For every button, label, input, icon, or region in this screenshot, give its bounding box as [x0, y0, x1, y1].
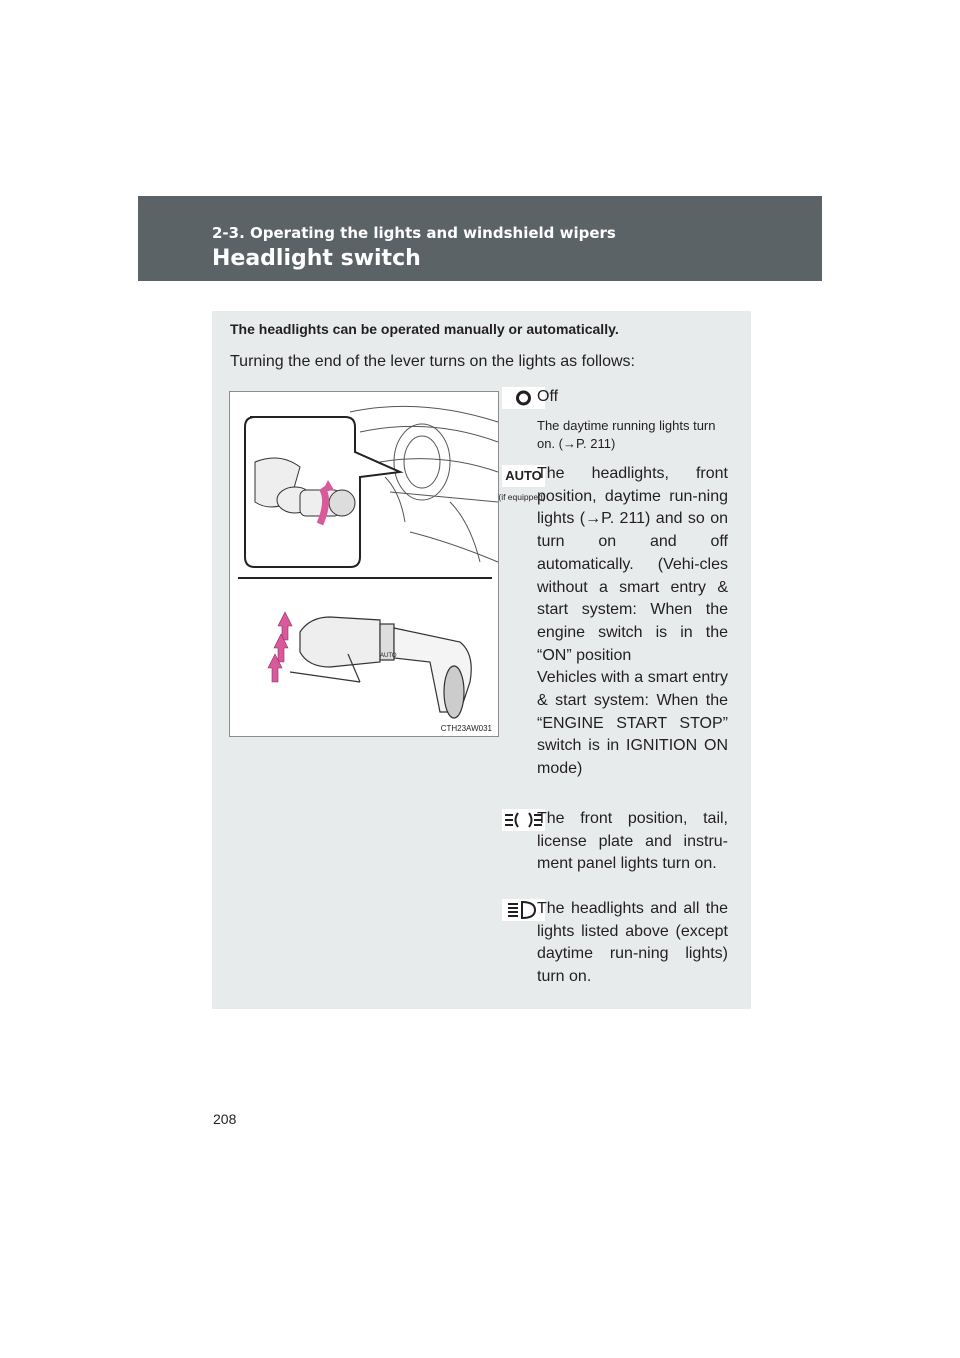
if-equipped-note: (if equipped)	[498, 492, 546, 502]
headlights-description: The headlights and all the lights listed above (except daytime run-ning lights) turn on.	[537, 900, 728, 986]
section-label: 2-3. Operating the lights and windshield wipers	[212, 224, 616, 242]
position-lights-description: The front position, tail, license plate and instru-ment panel lights turn on.	[537, 810, 728, 873]
off-title: Off	[537, 388, 559, 405]
lead-text: Turning the end of the lever turns on the lights as follows:	[230, 353, 635, 370]
auto-description-part-1: The headlights, front position, daytime run-ning lights (→P. 211) and so on turn on and off automatically. (Vehi-cles without a smart entry & start system: When the engine switch is in the “ON” position	[537, 465, 728, 664]
auto-label-icon: AUTO	[502, 465, 545, 487]
figure-code: CTH23AW031	[440, 724, 492, 733]
page-title: Headlight switch	[212, 246, 421, 271]
auto-description	[537, 463, 728, 781]
off-description: The daytime running lights turn on. (→P. 211)	[537, 418, 716, 451]
lever-auto-label: AUTO	[380, 653, 397, 659]
lever-illustration	[229, 391, 499, 737]
section-header	[138, 196, 822, 281]
page-number: 208	[213, 1111, 237, 1127]
content-panel	[212, 311, 751, 1009]
auto-description-part-2: Vehicles with a smart entry & start system: When the “ENGINE START STOP” switch is in IGNITION ON mode)	[537, 669, 728, 778]
lever-drawing	[230, 392, 500, 738]
intro-text: The headlights can be operated manually or automatically.	[230, 321, 619, 337]
